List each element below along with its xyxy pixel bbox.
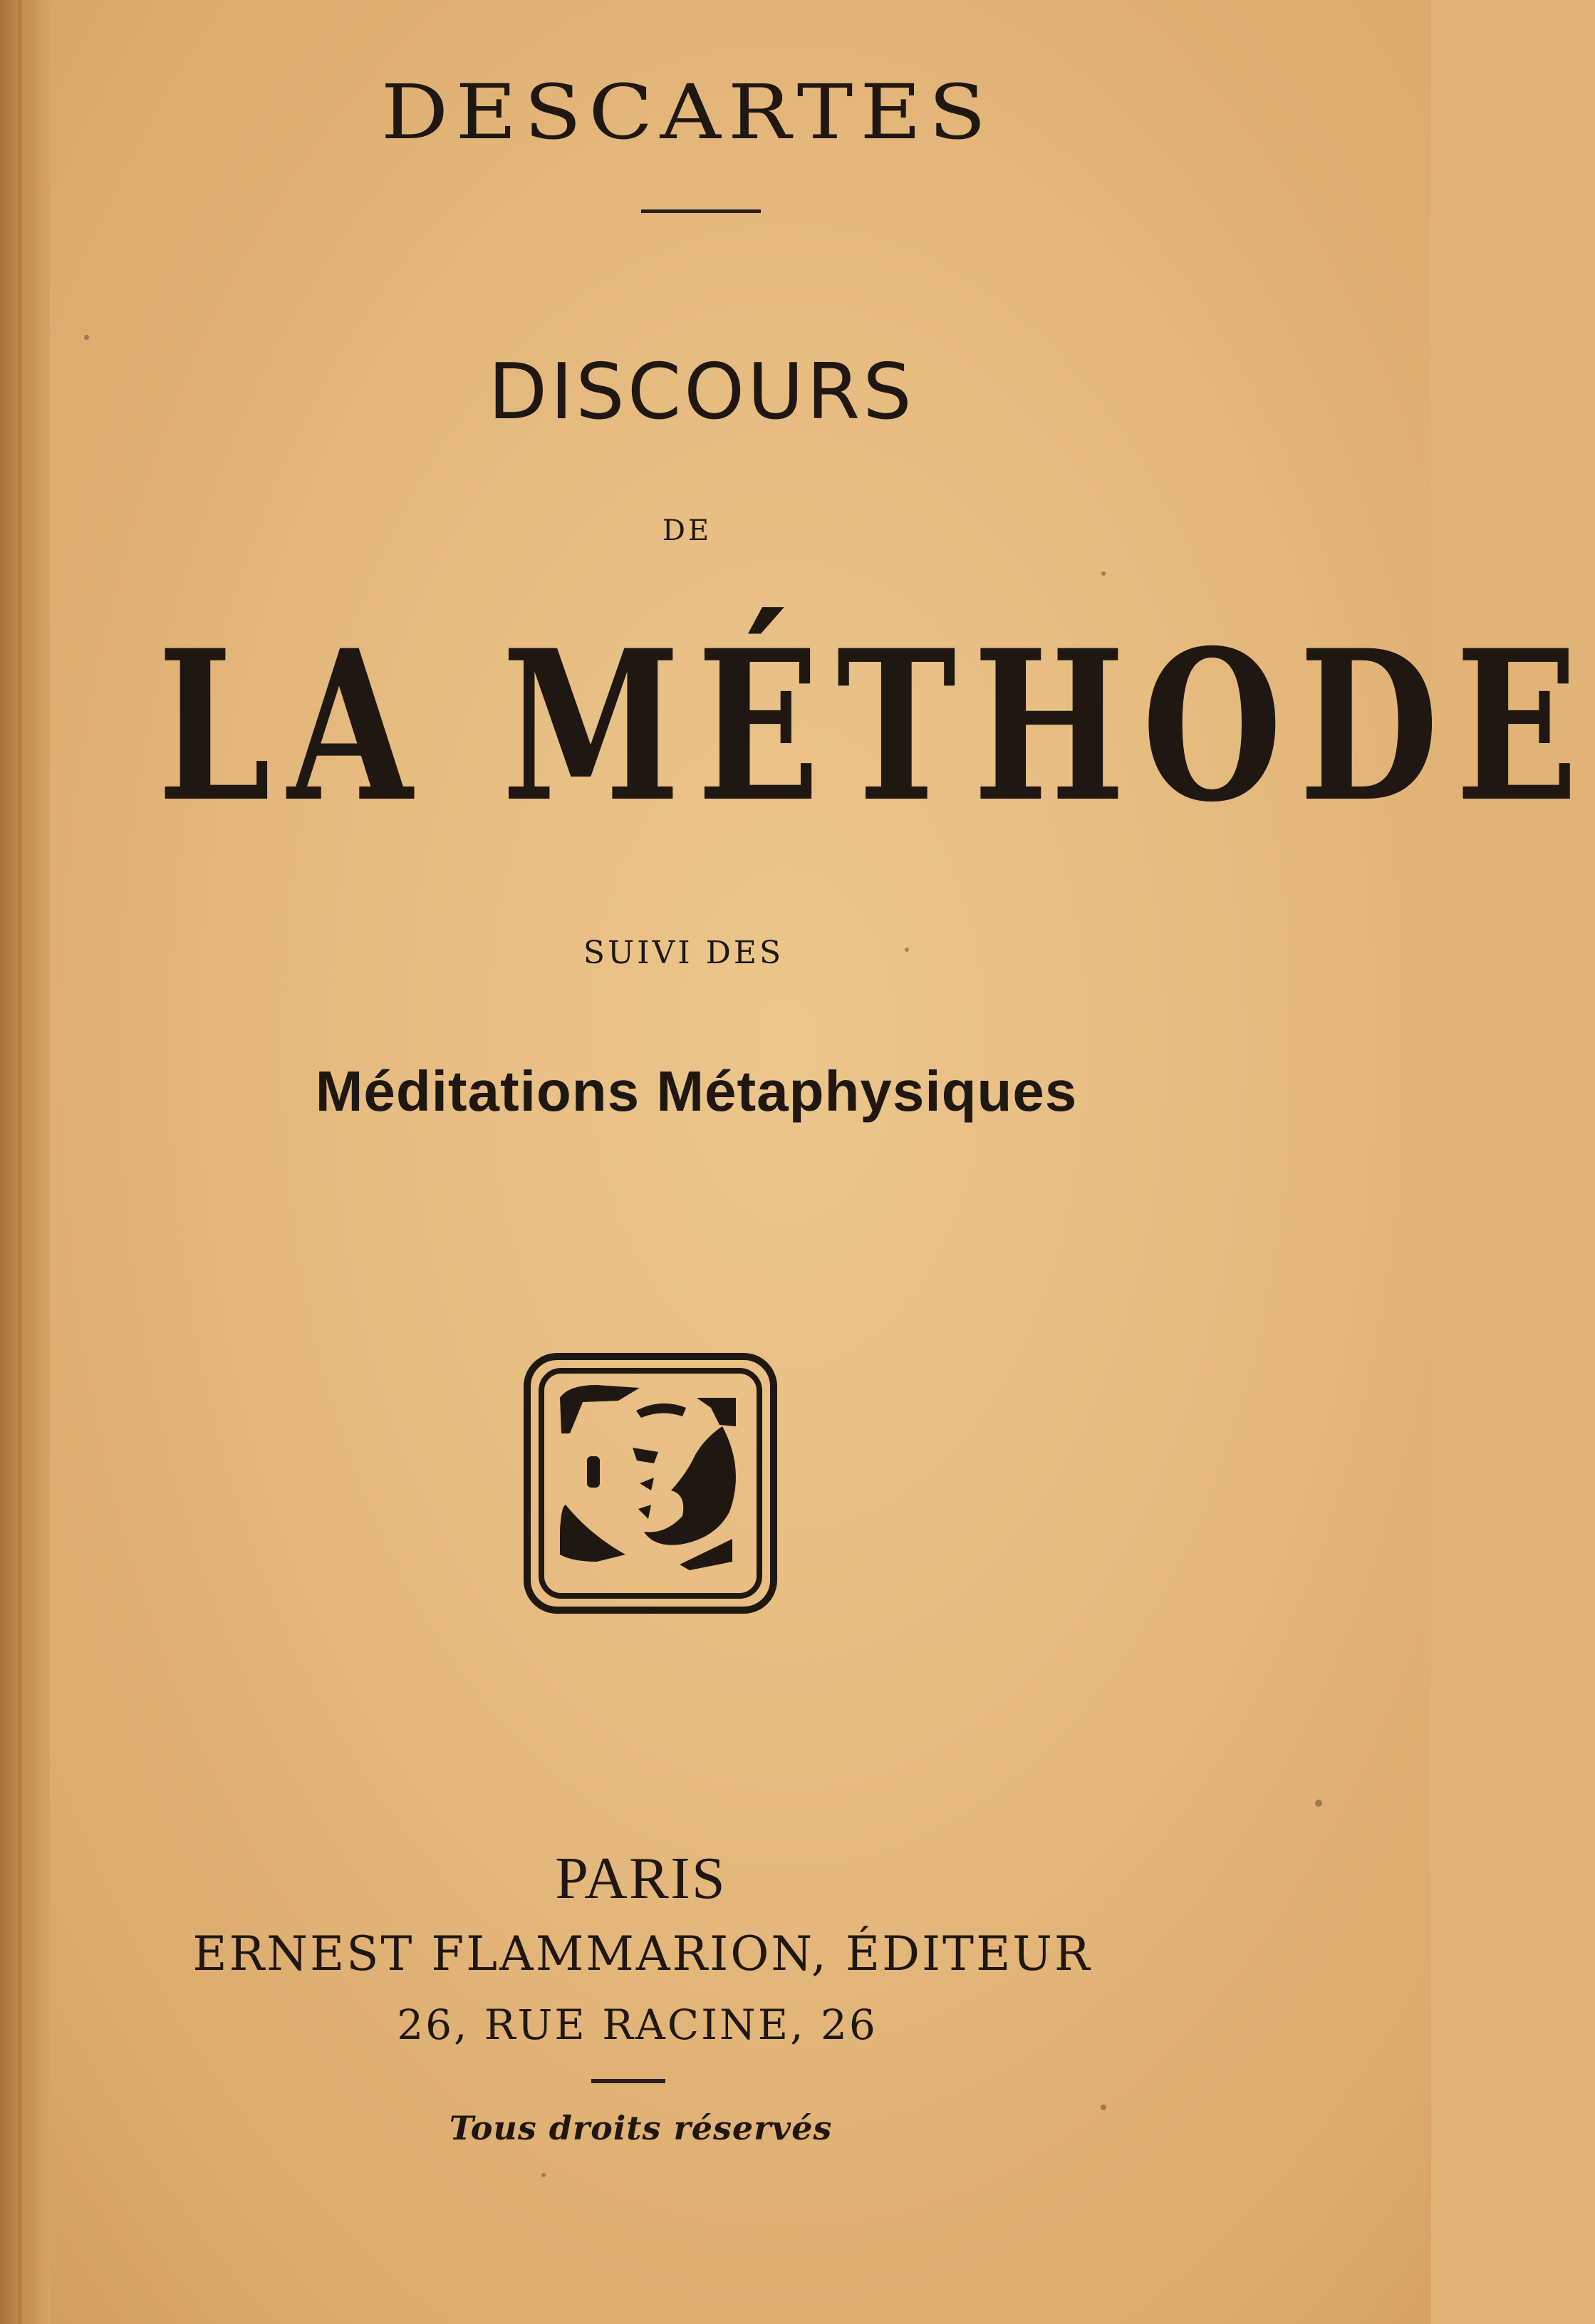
divider-rule-bottom — [591, 2079, 665, 2083]
title-line-discours: DISCOURS — [488, 348, 915, 437]
paper-speck — [1101, 571, 1106, 576]
subtitle: Méditations Métaphysiques — [315, 1059, 1078, 1123]
paper-speck — [84, 335, 89, 340]
publisher-city: PARIS — [555, 1845, 727, 1911]
main-title: LA MÉTHODE — [157, 606, 1595, 848]
paper-speck — [905, 948, 909, 952]
paper-speck — [541, 2173, 546, 2177]
author-name: DESCARTES — [380, 67, 994, 157]
publisher-name: ERNEST FLAMMARION, ÉDITEUR — [192, 1926, 1092, 1981]
subtitle-intro: SUIVI DES — [583, 935, 784, 971]
paper-speck — [1101, 2105, 1106, 2110]
divider-rule-top — [641, 209, 761, 213]
publisher-seal-icon — [519, 1348, 782, 1619]
publisher-address: 26, RUE RACINE, 26 — [397, 2001, 878, 2049]
title-connector: DE — [662, 514, 712, 547]
paper-speck — [1315, 1800, 1322, 1807]
rights-notice: Tous droits réservés — [449, 2109, 833, 2147]
